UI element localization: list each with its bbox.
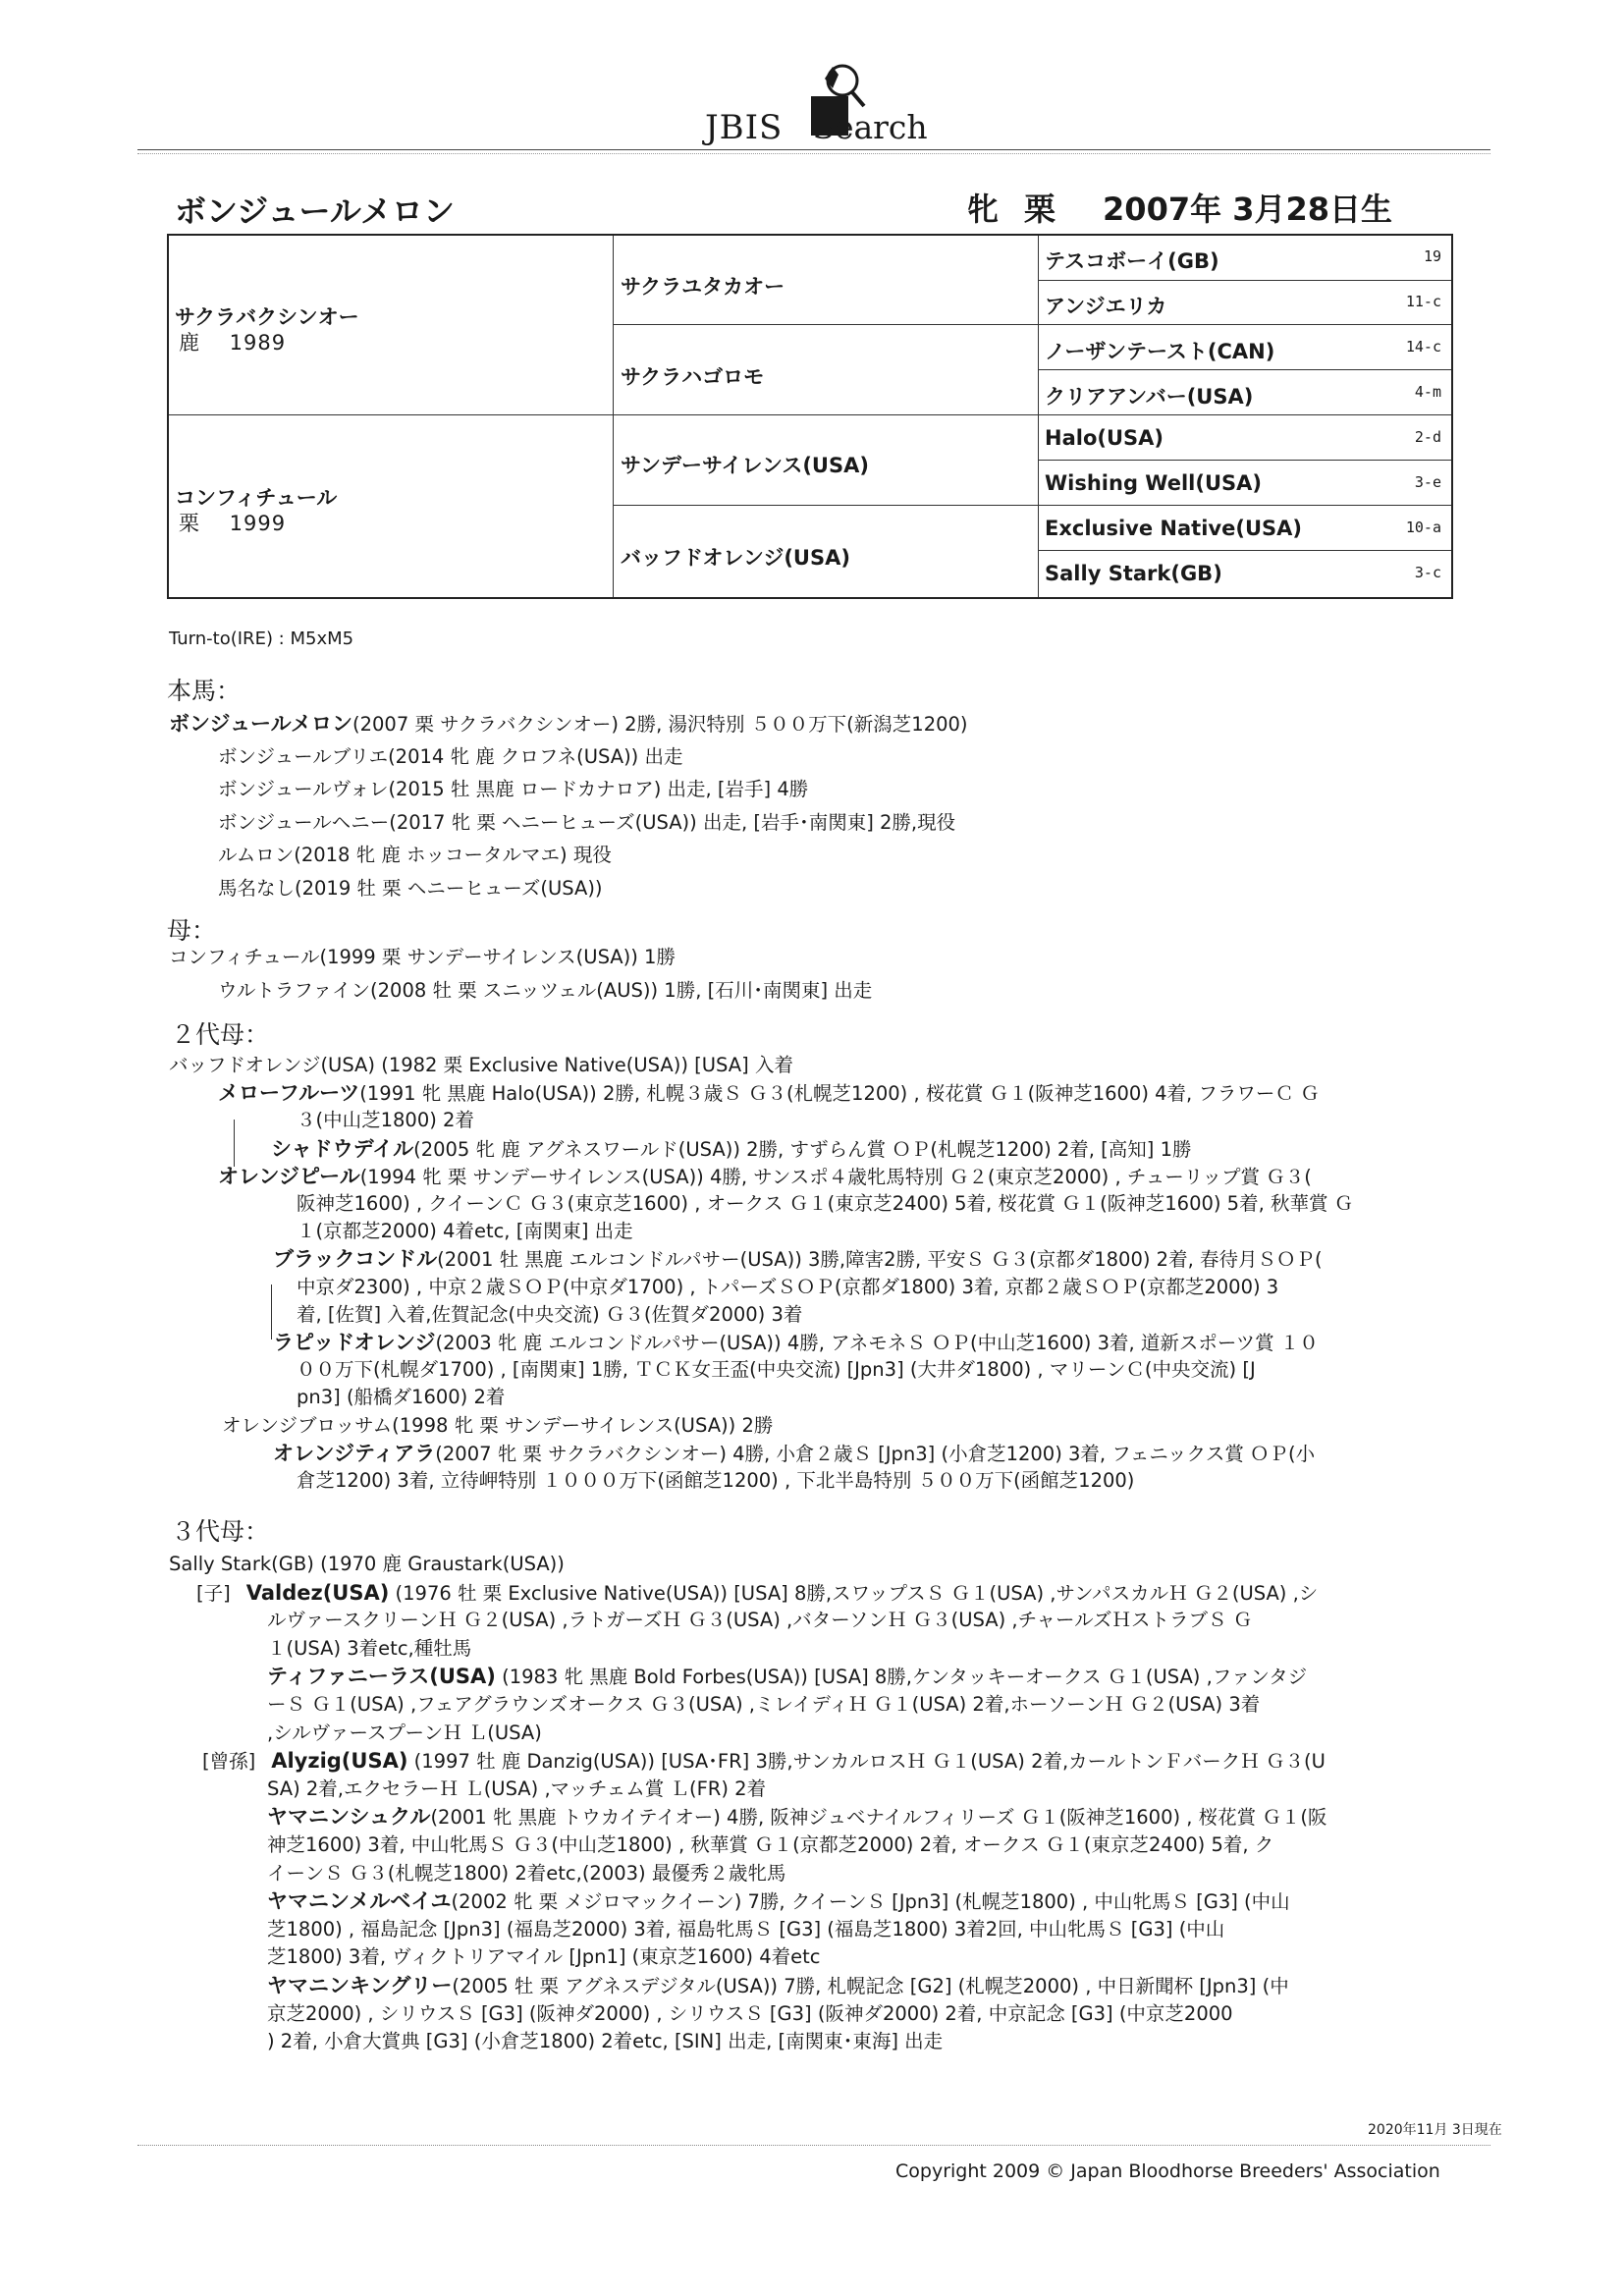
record-line <box>297 1468 1134 1494</box>
record-line <box>218 978 872 1004</box>
horse-name-bold: オレンジピール <box>218 1164 360 1188</box>
g3-family: 14-c <box>1405 338 1441 355</box>
record-text: 馬名なし(2019 牡 栗 ヘニーヒューズ(USA)) <box>218 876 603 900</box>
record-text: (2001 牝 黒鹿 トウカイテイオー) 4勝, 阪神ジュベナイルフィリーズ Ｇ１(阪神芝1600) , 桜花賞 Ｇ１(阪 <box>430 1806 1327 1830</box>
record-line <box>222 1413 773 1439</box>
relation-tag: [子] <box>196 1581 231 1605</box>
record-line <box>218 876 603 902</box>
record-text: 倉芝1200) 3着, 立待岬特別 １０００万下(函館芝1200) , 下北半島特別 ５００万下(函館芝1200) <box>297 1469 1135 1492</box>
record-text: １(USA) 3着etc,種牡馬 <box>267 1636 472 1660</box>
record-text: ３(中山芝1800) 2着 <box>297 1109 474 1132</box>
record-text: 着, [佐賀] 入着,佐賀記念(中央交流) Ｇ３(佐賀ダ2000) 3着 <box>297 1302 803 1326</box>
horse-name: ボンジュールメロン <box>175 192 455 230</box>
record-line <box>267 1861 785 1886</box>
record-text: ) 2着, 小倉大賞典 [G3] (小倉芝1800) 2着etc, [SIN] 出走, [南関東･東海] 出走 <box>267 2030 944 2053</box>
record-line <box>297 1108 474 1133</box>
record-line <box>297 1357 1256 1383</box>
jbis-search-logo <box>687 59 943 147</box>
relation-tag: [曾孫] <box>202 1750 256 1774</box>
horse-name-bold: Alyzig(USA) <box>271 1749 408 1774</box>
record-line <box>267 1636 471 1662</box>
record-text: ウルトラファイン(2008 牡 栗 スニッツェル(AUS)) 1勝, [石川･南関東] 出走 <box>218 979 873 1002</box>
pedigree-g3-cell <box>1045 291 1447 320</box>
pedigree-table <box>167 234 1453 599</box>
g3-name: ノーザンテースト(CAN) <box>1045 340 1275 363</box>
record-text: ００万下(札幌ダ1700) , [南関東] 1勝, ＴＣＫ女王盃(中央交流) [Jpn3] (大井ダ1800) , マリーンＣ(中央交流) [J <box>297 1358 1256 1382</box>
record-text: ルムロン(2018 牝 鹿 ホッコータルマエ) 現役 <box>218 844 612 866</box>
record-text: 中京ダ2300) , 中京２歳ＳＯＰ(中京ダ1700) , トパーズＳＯＰ(京都ダ1800) 3着, 京都２歳ＳＯＰ(京都芝2000) 3 <box>297 1275 1279 1298</box>
record-text: (1994 牝 栗 サンデーサイレンス(USA)) 4勝, サンスポ４歳牝馬特別 Ｇ２(東京芝2000) , チューリップ賞 Ｇ３( <box>359 1165 1312 1188</box>
pedigree-g2-cell: サンデーサイレンス(USA) <box>621 454 869 477</box>
pedigree-row-divider <box>169 414 1451 415</box>
inbreeding-note: Turn-to(IRE) : M5xM5 <box>169 629 354 649</box>
record-text: オレンジブロッサム(1998 牝 栗 サンデーサイレンス(USA)) 2勝 <box>222 1413 774 1437</box>
record-text: イーンＳ Ｇ３(札幌芝1800) 2着etc,(2003) 最優秀２歳牝馬 <box>267 1861 786 1885</box>
record-line <box>267 1777 766 1802</box>
record-line <box>218 744 683 770</box>
copyright: Copyright 2009 © Japan Bloodhorse Breeders' Association <box>895 2160 1440 2182</box>
dam-info: 栗 1999 <box>179 512 287 535</box>
record-line <box>273 1330 1319 1356</box>
record-text: バッフドオレンジ(USA) (1982 栗 Exclusive Native(USA)) [USA] 入着 <box>169 1054 793 1076</box>
g3-family: 11-c <box>1405 293 1441 310</box>
horse-birth: 2007年 3月28日生 <box>1103 191 1393 228</box>
record-text: Sally Stark(GB) (1970 鹿 Graustark(USA)) <box>169 1553 565 1575</box>
g3-name: Exclusive Native(USA) <box>1045 517 1302 540</box>
record-line <box>267 1692 1260 1718</box>
section-heading-dam: 母： <box>167 916 217 945</box>
record-line <box>297 1302 802 1328</box>
record-text: (2002 牝 栗 メジロマックイーン) 7勝, クイーンＳ [Jpn3] (札幌芝1800) , 中山牝馬Ｓ [G3] (中山 <box>451 1890 1290 1914</box>
record-line <box>169 945 676 970</box>
record-text: 芝1800) , 福島記念 [Jpn3] (福島芝2000) 3着, 福島牝馬Ｓ [G3] (福島芝1800) 3着2回, 中山牝馬Ｓ [G3] (中山 <box>267 1917 1225 1941</box>
horse-name-bold: Valdez(USA) <box>245 1580 390 1605</box>
horse-meta <box>967 185 1418 230</box>
record-text: ボンジュールヘニー(2017 牝 栗 ヘニーヒューズ(USA)) 出走, [岩手･南関東] 2勝,現役 <box>218 810 956 834</box>
pedigree-g3-cell <box>1045 517 1447 540</box>
pedigree-col-divider-2 <box>1038 236 1039 597</box>
record-line <box>267 1804 1327 1831</box>
logo-jbis-text: JBIS <box>705 108 784 147</box>
record-text: (2001 牡 黒鹿 エルコンドルパサー(USA)) 3勝,障害2勝, 平安Ｓ Ｇ３(京都ダ1800) 2着, 春待月ＳＯＰ( <box>437 1248 1323 1272</box>
record-line <box>267 1917 1224 1942</box>
record-text: (2005 牡 栗 アグネスデジタル(USA)) 7勝, 札幌記念 [G2] (札幌芝2000) , 中日新聞杯 [Jpn3] (中 <box>452 1975 1289 1997</box>
record-line <box>267 1944 821 1970</box>
record-text: １(京都芝2000) 4着etc, [南関東] 出走 <box>297 1220 633 1243</box>
pedigree-row-divider <box>1038 460 1451 461</box>
record-line <box>273 1441 1315 1467</box>
record-line <box>218 1080 1320 1107</box>
pedigree-g3-cell <box>1045 336 1447 365</box>
record-line <box>267 2001 1233 2027</box>
record-text: (1983 牝 黒鹿 Bold Forbes(USA)) [USA] 8勝,ケンタッキーオークス Ｇ１(USA) ,ファンタジ <box>495 1666 1308 1689</box>
section-heading-g2dam: ２代母： <box>171 1020 270 1049</box>
pedigree-sire <box>175 304 359 355</box>
horse-name-bold: オレンジティアラ <box>273 1441 436 1465</box>
descendant-bracket <box>234 1120 235 1167</box>
pedigree-g3-cell <box>1045 426 1447 450</box>
horse-name-bold: ラピッドオレンジ <box>273 1331 436 1354</box>
record-text: (2007 栗 サクラバクシンオー) 2勝, 湯沢特別 ５００万下(新潟芝1200) <box>352 713 968 736</box>
record-line <box>297 1219 633 1244</box>
record-line <box>218 777 808 802</box>
pedigree-g3-cell <box>1045 381 1447 410</box>
horse-name-bold: ティファニーラス(USA) <box>267 1665 496 1689</box>
record-text: 芝1800) 3着, ヴィクトリアマイル [Jpn1] (東京芝1600) 4着etc <box>267 1945 821 1969</box>
pedigree-g2-cell: サクラユタカオー <box>621 275 785 299</box>
pedigree-row-divider <box>1038 280 1451 281</box>
g3-name: テスコボーイ(GB) <box>1045 249 1219 273</box>
record-line <box>267 2029 943 2054</box>
record-line <box>267 1608 1252 1633</box>
dam-name: コンフィチュール <box>175 486 338 510</box>
horse-name-bold: シャドウデイル <box>271 1136 414 1161</box>
section-heading-self: 本馬： <box>167 677 242 705</box>
record-text: pn3] (船橋ダ1600) 2着 <box>297 1386 506 1409</box>
record-text: 阪神芝1600) , クイーンＣ Ｇ３(東京芝1600) , オークス Ｇ１(東京芝2400) 5着, 桜花賞 Ｇ１(阪神芝1600) 5着, 秋華賞 Ｇ <box>297 1192 1354 1215</box>
g3-family: 19 <box>1423 247 1441 265</box>
record-line <box>267 1973 1289 1999</box>
record-text: (2007 牝 栗 サクラバクシンオー) 4勝, 小倉２歳Ｓ [Jpn3] (小倉芝1200) 3着, フェニックス賞 ＯＰ(小 <box>435 1442 1316 1465</box>
horse-name-bold: ブラックコンドル <box>273 1247 438 1272</box>
g3-family: 4-m <box>1414 383 1441 401</box>
record-line <box>297 1385 505 1410</box>
record-text: ボンジュールヴォレ(2015 牡 黒鹿 ロードカナロア) 出走, [岩手] 4勝 <box>218 778 809 800</box>
record-text: 神芝1600) 3着, 中山牝馬Ｓ Ｇ３(中山芝1800) , 秋華賞 Ｇ１(京都芝2000) 2着, オークス Ｇ１(東京芝2400) 5着, ク <box>267 1833 1274 1856</box>
header-divider <box>137 149 1490 150</box>
descendant-bracket <box>271 1285 272 1339</box>
record-line <box>267 1832 1273 1858</box>
g3-family: 10-a <box>1405 519 1441 536</box>
g3-family: 3-c <box>1414 564 1441 581</box>
g3-family: 3-e <box>1414 473 1441 491</box>
record-text: ,シルヴァースプーンＨ Ｌ(USA) <box>267 1721 542 1744</box>
g3-name: クリアアンバー(USA) <box>1045 385 1254 409</box>
record-line <box>218 1164 1312 1190</box>
pedigree-g3-cell <box>1045 562 1447 585</box>
g3-name: アンジエリカ <box>1045 295 1167 318</box>
record-text: SA) 2着,エクセラーＨ Ｌ(USA) ,マッチェム賞 Ｌ(FR) 2着 <box>267 1777 767 1800</box>
record-text: ーＳ Ｇ１(USA) ,フェアグラウンズオークス Ｇ３(USA) ,ミレイディＨ Ｇ１(USA) 2着,ホーソーンＨ Ｇ２(USA) 3着 <box>267 1693 1261 1716</box>
record-line <box>271 1136 1192 1163</box>
pedigree-row-divider <box>613 505 1451 506</box>
record-text: ルヴァースクリーンＨ Ｇ２(USA) ,ラトガーズＨ Ｇ３(USA) ,バターソンＨ Ｇ３(USA) ,チャールズＨストラブＳ Ｇ <box>267 1609 1253 1632</box>
logo-search-text: Search <box>812 108 928 146</box>
footer-divider <box>137 2145 1490 2146</box>
record-line <box>297 1275 1278 1300</box>
horse-name-bold: ボンジュールメロン <box>169 712 353 736</box>
record-line <box>169 1053 793 1078</box>
record-line <box>196 1580 1318 1607</box>
horse-sex: 牝 <box>967 191 1000 228</box>
pedigree-col-divider-1 <box>613 236 614 597</box>
horse-name-bold: ヤマニンメルベイユ <box>267 1889 452 1914</box>
pedigree-row-divider <box>1038 550 1451 551</box>
g3-name: Sally Stark(GB) <box>1045 562 1222 585</box>
pedigree-row-divider <box>1038 369 1451 370</box>
sire-name: サクラバクシンオー <box>175 305 359 329</box>
record-line <box>267 1664 1307 1690</box>
record-line <box>267 1888 1290 1915</box>
as-of-date: 2020年11月 3日現在 <box>1368 2122 1502 2138</box>
record-text: (2003 牝 鹿 エルコンドルパサー(USA)) 4勝, アネモネＳ ＯＰ(中山芝1600) 3着, 道新スポーツ賞 １０ <box>435 1332 1319 1354</box>
horse-name-bold: メローフルーツ <box>218 1081 360 1106</box>
record-text: ボンジュールブリエ(2014 牝 鹿 クロフネ(USA)) 出走 <box>218 744 683 768</box>
pedigree-g2-cell: サクラハゴロモ <box>621 365 765 389</box>
record-text: コンフィチュール(1999 栗 サンデーサイレンス(USA)) 1勝 <box>169 946 676 968</box>
record-line <box>297 1191 1353 1217</box>
pedigree-g3-cell <box>1045 246 1447 275</box>
pedigree-row-divider <box>613 324 1451 325</box>
record-text: (1997 牡 鹿 Danzig(USA)) [USA･FR] 3勝,サンカルロスＨ Ｇ１(USA) 2着,カールトンＦバークＨ Ｇ３(U <box>407 1750 1326 1774</box>
record-line <box>169 711 968 738</box>
record-line <box>218 843 612 868</box>
pedigree-g3-cell <box>1045 471 1447 495</box>
g3-name: Halo(USA) <box>1045 426 1164 450</box>
horse-name-bold: ヤマニンシュクル <box>267 1805 431 1830</box>
record-text: 京芝2000) , シリウスＳ [G3] (阪神ダ2000) , シリウスＳ [G3] (阪神ダ2000) 2着, 中京記念 [G3] (中京芝2000 <box>267 2001 1233 2025</box>
record-text: (1991 牝 黒鹿 Halo(USA)) 2勝, 札幌３歳Ｓ Ｇ３(札幌芝1200) , 桜花賞 Ｇ１(阪神芝1600) 4着, フラワーＣ Ｇ <box>359 1082 1320 1106</box>
pedigree-dam <box>175 485 337 536</box>
horse-color: 栗 <box>1024 191 1056 228</box>
g3-name: Wishing Well(USA) <box>1045 471 1262 495</box>
record-line <box>169 1552 565 1577</box>
record-line <box>202 1748 1326 1775</box>
record-line <box>273 1246 1323 1273</box>
record-line <box>218 810 955 836</box>
g3-family: 2-d <box>1414 428 1441 446</box>
record-text: (2005 牝 鹿 アグネスワールド(USA)) 2勝, すずらん賞 ＯＰ(札幌芝1200) 2着, [高知] 1勝 <box>413 1137 1192 1161</box>
record-text: (1976 牡 栗 Exclusive Native(USA)) [USA] 8勝,スワップスＳ Ｇ１(USA) ,サンパスカルＨ Ｇ２(USA) ,シ <box>389 1581 1319 1605</box>
section-heading-g3dam: ３代母： <box>171 1517 270 1546</box>
header-divider-dotted <box>137 153 1490 154</box>
record-line <box>267 1721 542 1746</box>
horse-name-bold: ヤマニンキングリー <box>267 1974 453 1997</box>
sire-info: 鹿 1989 <box>179 331 287 355</box>
pedigree-g2-cell: バッフドオレンジ(USA) <box>621 546 850 570</box>
